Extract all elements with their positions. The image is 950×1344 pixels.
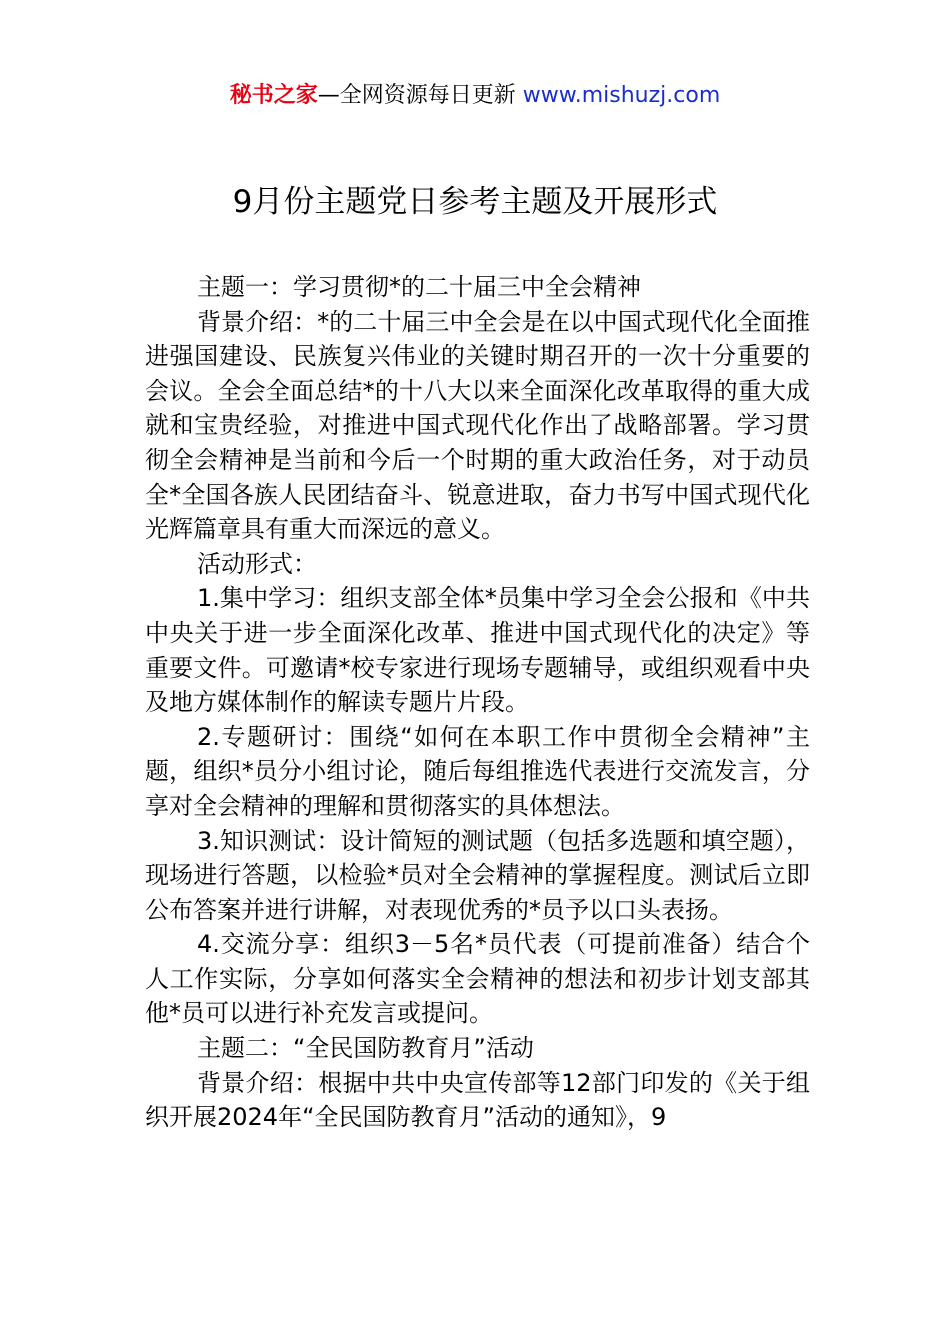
activity-item-4: 4.交流分享：组织3－5名*员代表（可提前准备）结合个人工作实际，分享如何落实全会精神的想法和初步计划支部其他*员可以进行补充发言或提问。 (145, 930, 810, 1028)
topic-two-background: 背景介绍：根据中共中央宣传部等12部门印发的《关于组织开展2024年“全民国防教育月”活动的通知》，9 (145, 1068, 810, 1132)
site-brand: 秘书之家 (229, 83, 318, 108)
topic-one-heading: 主题一：学习贯彻*的二十届三中全会精神 (197, 273, 641, 301)
site-url-link[interactable]: www.mishuzj.com (522, 83, 721, 108)
site-tagline: —全网资源每日更新 (317, 83, 523, 108)
document-title: 9月份主题党日参考主题及开展形式 (232, 184, 718, 220)
topic-one-background: 背景介绍：*的二十届三中全会是在以中国式现代化全面推进强国建设、民族复兴伟业的关键时期召开的一次十分重要的会议。全会全面总结*的十八大以来全面深化改革取得的重大成就和宝贵经验，对推进中国式现代化作出了战略部署。学习贯彻全会精神是当前和今后一个时期的重大政治任务，对于动员全*全国各族人民团结奋斗、锐意进取，奋力书写中国式现代化光辉篇章具有重大而深远的意义。 (145, 307, 810, 544)
activity-item-2: 2.专题研讨：围绕“如何在本职工作中贯彻全会精神”主题，组织*员分小组讨论，随后每组推选代表进行交流发言，分享对全会精神的理解和贯彻落实的具体想法。 (145, 722, 810, 820)
activity-format-heading: 活动形式： (197, 549, 317, 578)
topic-two-heading: 主题二：“全民国防教育月”活动 (197, 1034, 534, 1063)
activity-item-1: 1.集中学习：组织支部全体*员集中学习全会公报和《中共中央关于进一步全面深化改革、推进中国式现代化的决定》等重要文件。可邀请*校专家进行现场专题辅导，或组织观看中央及地方媒体制作的解读专题片片段。 (145, 584, 810, 717)
document-body (145, 270, 810, 1135)
activity-item-3: 3.知识测试：设计简短的测试题（包括多选题和填空题），现场进行答题，以检验*员对全会精神的掌握程度。测试后立即公布答案并进行讲解，对表现优秀的*员予以口头表扬。 (145, 826, 810, 924)
site-header (0, 80, 950, 112)
